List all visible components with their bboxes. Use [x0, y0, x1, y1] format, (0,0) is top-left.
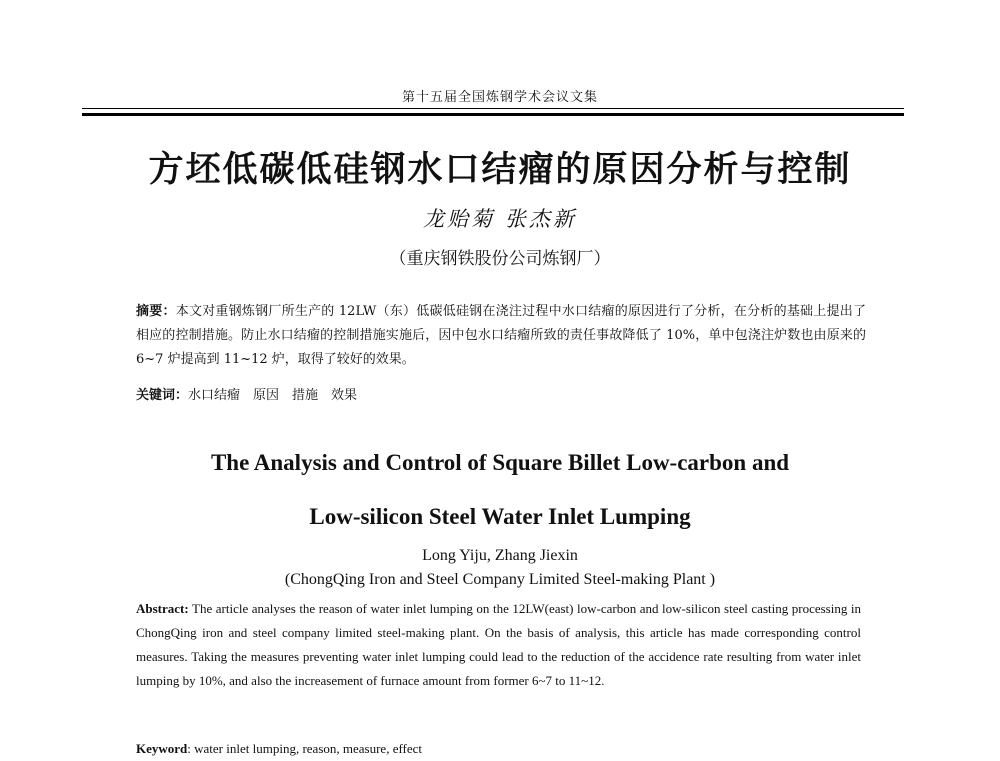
- header-rule-thick: [82, 113, 904, 116]
- chinese-title: 方坯低碳低硅钢水口结瘤的原因分析与控制: [148, 149, 852, 190]
- chinese-abstract: [136, 300, 866, 372]
- english-authors: Long Yiju, Zhang Jiexin: [422, 547, 578, 564]
- english-abstract: [136, 597, 861, 693]
- chinese-keywords: [136, 384, 866, 408]
- english-title-line-1: The Analysis and Control of Square Billet Low-carbon and: [210, 450, 790, 475]
- chinese-affiliation: （重庆钢铁股份公司炼钢厂）: [389, 249, 611, 269]
- english-keywords-text: : water inlet lumping, reason, measure, effect: [187, 741, 423, 756]
- english-affiliation: (ChongQing Iron and Steel Company Limited Steel-making Plant ): [284, 571, 716, 588]
- chinese-keywords-text: 水口结瘤 原因 措施 效果: [188, 388, 358, 403]
- english-keywords-label: Keyword: [136, 741, 188, 756]
- running-header: 第十五届全国炼钢学术会议文集: [401, 90, 598, 105]
- english-title-line-2: Low-silicon Steel Water Inlet Lumping: [309, 504, 691, 529]
- chinese-keywords-label: 关键词：: [136, 388, 189, 403]
- header-rule-thin: [82, 108, 904, 109]
- english-abstract-text: The article analyses the reason of water inlet lumping on the 12LW(east) low-carbon and low-silicon steel casting processing in ChongQing iron and steel company limited steel-making plant. On the basis of analysis, this article has made corresponding control measures. Taking the measures preventing water inlet lumping could lead to the reduction of the accidence rate resulting from water inlet lumping by 10%, and also the increasement of furnace amount from former 6~7 to 11~12.: [136, 601, 861, 688]
- english-keywords: [136, 737, 861, 761]
- chinese-authors: 龙贻菊 张杰新: [423, 207, 577, 231]
- chinese-abstract-text: 本文对重钢炼钢厂所生产的 12LW（东）低碳低硅钢在浇注过程中水口结瘤的原因进行了分析，在分析的基础上提出了相应的控制措施。防止水口结瘤的控制措施实施后，因中包水口结瘤所致的责任事故降低了 10%，单中包浇注炉数也由原来的 6~7 炉提高到 11~12 炉，取得了较好的效果。: [136, 304, 866, 367]
- english-abstract-label: Abstract:: [136, 601, 189, 616]
- chinese-abstract-label: 摘要：: [136, 304, 176, 319]
